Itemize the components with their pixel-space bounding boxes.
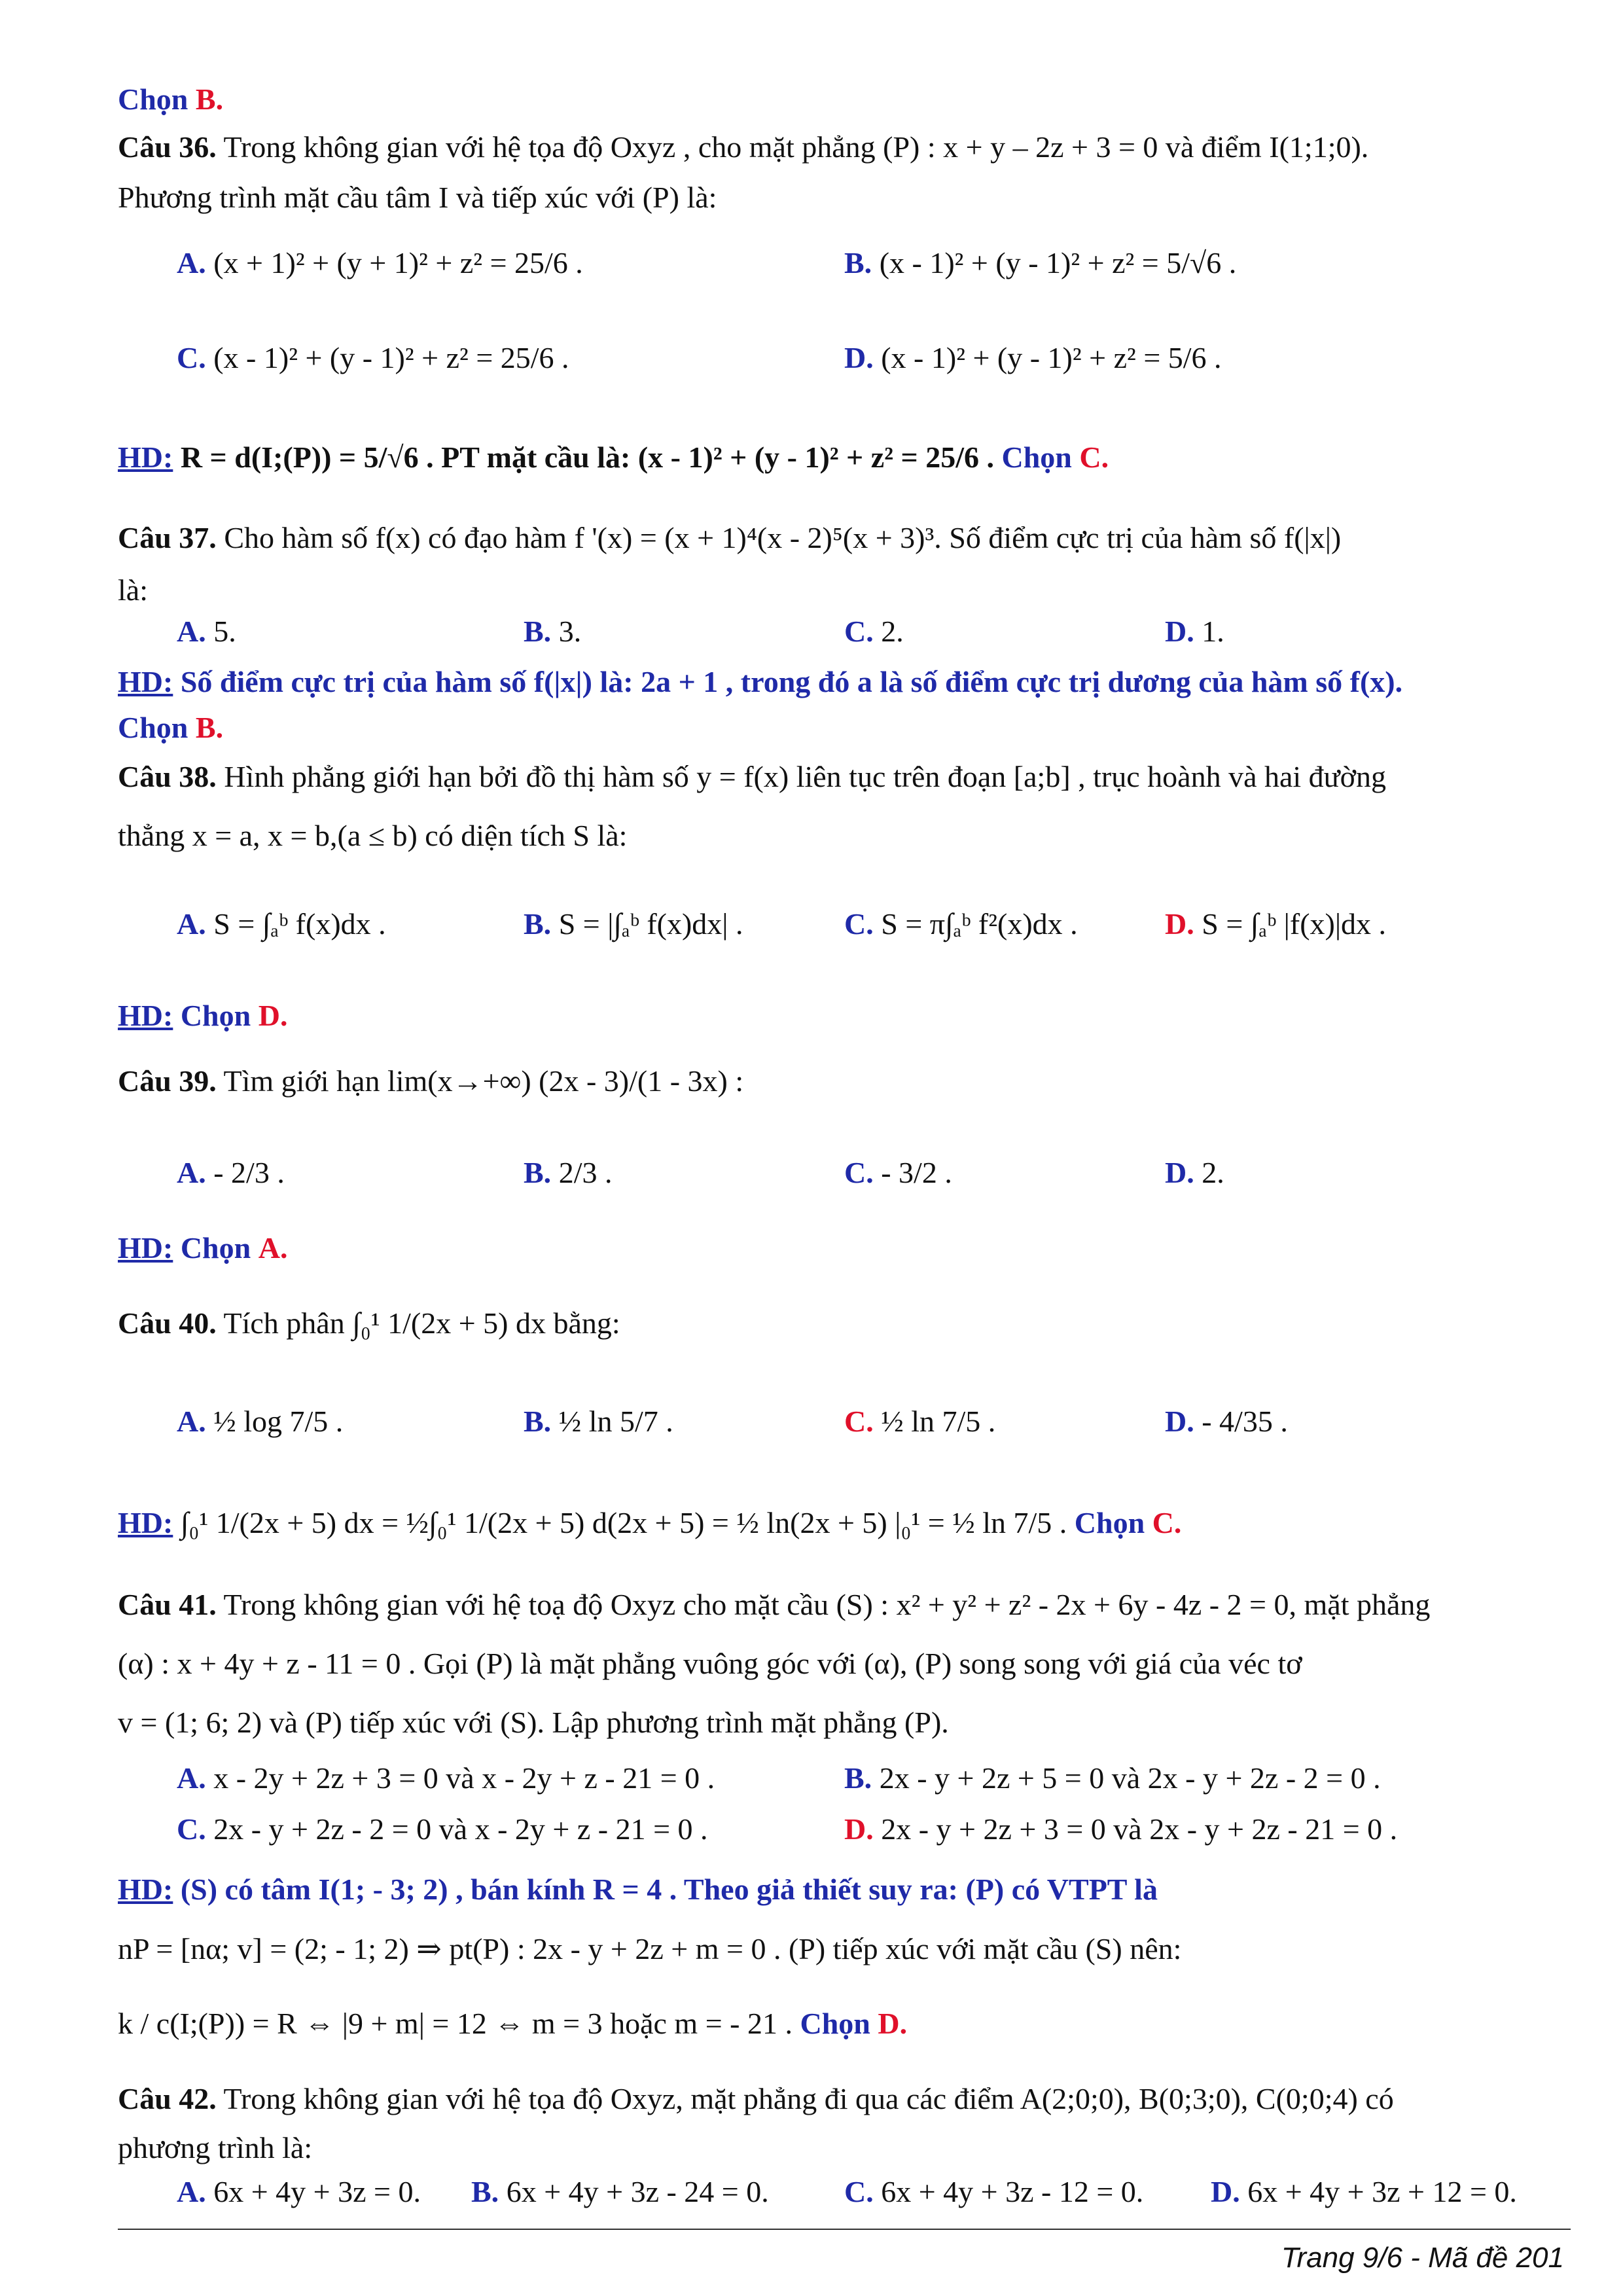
top-answer-label: Chọn bbox=[118, 82, 188, 116]
q39-number: Câu 39. bbox=[118, 1064, 217, 1098]
option-label: D. bbox=[844, 341, 874, 374]
option-label: B. bbox=[524, 1405, 552, 1438]
hd-choose: Chọn bbox=[180, 1231, 251, 1265]
q37-option-d bbox=[1165, 614, 1224, 649]
option-label: A. bbox=[177, 1156, 206, 1189]
q41-hd-text3: k / c(I;(P)) = R ⇔ |9 + m| = 12 ⇔ m = 3 hoặc m = - 21 . bbox=[118, 2007, 793, 2040]
q36-hd-text: R = d(I;(P)) = 5/√6 . PT mặt cầu là: (x - 1)² + (y - 1)² + z² = 25/6 . bbox=[180, 440, 994, 474]
q39-solution bbox=[118, 1230, 287, 1265]
option-text: (x - 1)² + (y - 1)² + z² = 5/6 . bbox=[881, 341, 1222, 374]
q39-option-c bbox=[844, 1155, 952, 1190]
q37-number: Câu 37. bbox=[118, 521, 217, 554]
option-label: A. bbox=[177, 1405, 206, 1438]
option-text: - 4/35 . bbox=[1202, 1405, 1288, 1438]
hd-choose: Chọn bbox=[1001, 440, 1072, 474]
option-text: ½ log 7/5 . bbox=[213, 1405, 344, 1438]
option-text: ½ ln 5/7 . bbox=[558, 1405, 673, 1438]
q40-stem bbox=[118, 1306, 620, 1340]
q42-option-a bbox=[177, 2174, 421, 2209]
q41-option-d bbox=[844, 1812, 1397, 1846]
footer-divider bbox=[118, 2229, 1571, 2230]
q41-stem-3: v = (1; 6; 2) và (P) tiếp xúc với (S). Lập phương trình mặt phẳng (P). bbox=[118, 1706, 949, 1739]
q36-option-c bbox=[177, 340, 569, 375]
q41-text: Trong không gian với hệ toạ độ Oxyz cho mặt cầu (S) : x² + y² + z² - 2x + 6y - 4z - 2 = 0, mặt phẳng bbox=[223, 1588, 1431, 1621]
option-label: D. bbox=[1165, 615, 1194, 648]
option-label: C. bbox=[844, 1405, 874, 1438]
q39-option-d bbox=[1165, 1155, 1224, 1190]
option-label: B. bbox=[524, 1156, 552, 1189]
q40-hd-text: ∫₀¹ 1/(2x + 5) dx = ½∫₀¹ 1/(2x + 5) d(2x + 5) = ½ ln(2x + 5) |₀¹ = ½ ln 7/5 . bbox=[180, 1506, 1067, 1539]
option-text: (x - 1)² + (y - 1)² + z² = 25/6 . bbox=[213, 341, 569, 374]
q41-solution-3 bbox=[118, 2006, 907, 2041]
option-text: S = ∫ₐᵇ f(x)dx . bbox=[213, 907, 386, 941]
q38-option-b bbox=[524, 906, 743, 941]
q38-text: Hình phẳng giới hạn bởi đồ thị hàm số y = f(x) liên tục trên đoạn [a;b] , trục hoành và hai đường bbox=[224, 760, 1386, 793]
option-text: 2x - y + 2z - 2 = 0 và x - 2y + z - 21 = 0 . bbox=[213, 1812, 708, 1846]
q40-option-c bbox=[844, 1404, 995, 1439]
option-label: A. bbox=[177, 246, 206, 279]
q42-option-b bbox=[471, 2174, 769, 2209]
q36-option-d bbox=[844, 340, 1222, 375]
option-label: D. bbox=[1165, 1156, 1194, 1189]
hd-label: HD: bbox=[118, 440, 173, 474]
hd-letter: C. bbox=[1152, 1506, 1182, 1539]
q42-text: Trong không gian với hệ tọa độ Oxyz, mặt phẳng đi qua các điểm A(2;0;0), B(0;3;0), C(0;0;4) có bbox=[223, 2082, 1394, 2115]
q36-option-a bbox=[177, 245, 583, 280]
q41-option-c bbox=[177, 1812, 708, 1846]
q37-stem-2: là: bbox=[118, 573, 148, 607]
option-text: 3. bbox=[558, 615, 582, 648]
hd-letter: A. bbox=[258, 1231, 288, 1265]
option-text: - 3/2 . bbox=[881, 1156, 952, 1189]
q38-stem bbox=[118, 759, 1386, 794]
q42-option-c bbox=[844, 2174, 1143, 2209]
q38-option-d bbox=[1165, 906, 1386, 941]
q38-number: Câu 38. bbox=[118, 760, 217, 793]
hd-letter: D. bbox=[878, 2007, 908, 2040]
q37-solution-answer bbox=[118, 710, 223, 745]
hd-choose: Chọn bbox=[118, 711, 188, 744]
option-text: 2x - y + 2z + 5 = 0 và 2x - y + 2z - 2 = 0 . bbox=[879, 1761, 1381, 1795]
hd-letter: C. bbox=[1079, 440, 1109, 474]
option-text: S = |∫ₐᵇ f(x)dx| . bbox=[558, 907, 743, 941]
hd-label: HD: bbox=[118, 999, 173, 1032]
q41-option-a bbox=[177, 1761, 715, 1795]
q41-number: Câu 41. bbox=[118, 1588, 217, 1621]
option-label: B. bbox=[524, 907, 552, 941]
option-label: D. bbox=[1211, 2175, 1240, 2208]
option-label: C. bbox=[844, 1156, 874, 1189]
q37-option-b bbox=[524, 614, 581, 649]
q37-stem bbox=[118, 520, 1341, 555]
q39-text: Tìm giới hạn lim(x→+∞) (2x - 3)/(1 - 3x) : bbox=[223, 1064, 744, 1098]
option-text: S = π∫ₐᵇ f²(x)dx . bbox=[881, 907, 1078, 941]
hd-letter: B. bbox=[195, 711, 224, 744]
q39-option-b bbox=[524, 1155, 612, 1190]
hd-choose: Chọn bbox=[180, 999, 251, 1032]
q38-option-a bbox=[177, 906, 386, 941]
option-text: 1. bbox=[1202, 615, 1224, 648]
q39-stem bbox=[118, 1064, 743, 1098]
q42-option-d bbox=[1211, 2174, 1517, 2209]
option-label: C. bbox=[844, 2175, 874, 2208]
q42-stem bbox=[118, 2081, 1394, 2116]
option-text: 6x + 4y + 3z + 12 = 0. bbox=[1247, 2175, 1517, 2208]
option-label: C. bbox=[844, 907, 874, 941]
option-text: 2. bbox=[1202, 1156, 1224, 1189]
option-text: - 2/3 . bbox=[213, 1156, 285, 1189]
option-label: B. bbox=[844, 246, 872, 279]
q36-option-b bbox=[844, 245, 1236, 280]
q38-solution bbox=[118, 998, 287, 1033]
q37-text: Cho hàm số f(x) có đạo hàm f '(x) = (x + 1)⁴(x - 2)⁵(x + 3)³. Số điểm cực trị của hàm số f(|x|) bbox=[224, 521, 1342, 554]
option-label: A. bbox=[177, 1761, 206, 1795]
hd-letter: D. bbox=[258, 999, 288, 1032]
q40-option-b bbox=[524, 1404, 673, 1439]
q41-stem bbox=[118, 1587, 1430, 1622]
top-answer bbox=[118, 82, 223, 117]
q37-solution bbox=[118, 664, 1402, 699]
hd-label: HD: bbox=[118, 1231, 173, 1265]
option-label: A. bbox=[177, 2175, 206, 2208]
option-label: C. bbox=[177, 341, 206, 374]
q40-number: Câu 40. bbox=[118, 1306, 217, 1340]
top-answer-letter: B. bbox=[195, 82, 224, 116]
option-label: B. bbox=[471, 2175, 499, 2208]
option-label: A. bbox=[177, 615, 206, 648]
q36-number: Câu 36. bbox=[118, 130, 217, 164]
q36-solution bbox=[118, 440, 1109, 475]
q40-option-a bbox=[177, 1404, 343, 1439]
option-text: (x - 1)² + (y - 1)² + z² = 5/√6 . bbox=[879, 246, 1237, 279]
q39-option-a bbox=[177, 1155, 285, 1190]
q40-option-d bbox=[1165, 1404, 1288, 1439]
q41-solution-2: nP = [nα; v] = (2; - 1; 2) ⇒ pt(P) : 2x - y + 2z + m = 0 . (P) tiếp xúc với mặt cầu (S) nên: bbox=[118, 1932, 1182, 1965]
hd-label: HD: bbox=[118, 1873, 173, 1906]
hd-label: HD: bbox=[118, 1506, 173, 1539]
option-text: 6x + 4y + 3z - 12 = 0. bbox=[881, 2175, 1144, 2208]
hd-choose: Chọn bbox=[1074, 1506, 1145, 1539]
option-text: 5. bbox=[213, 615, 236, 648]
option-text: (x + 1)² + (y + 1)² + z² = 25/6 . bbox=[213, 246, 583, 279]
q41-stem-2: (α) : x + 4y + z - 11 = 0 . Gọi (P) là mặt phẳng vuông góc với (α), (P) song song với giá của véc tơ bbox=[118, 1647, 1302, 1680]
q40-solution bbox=[118, 1505, 1181, 1540]
q36-stem bbox=[118, 130, 1368, 164]
q37-hd-text: Số điểm cực trị của hàm số f(|x|) là: 2a + 1 , trong đó a là số điểm cực trị dương của hàm số f(x). bbox=[180, 665, 1403, 698]
option-text: 6x + 4y + 3z = 0. bbox=[213, 2175, 421, 2208]
option-text: x - 2y + 2z + 3 = 0 và x - 2y + z - 21 = 0 . bbox=[213, 1761, 715, 1795]
q37-option-c bbox=[844, 614, 904, 649]
option-label: C. bbox=[177, 1812, 206, 1846]
q38-stem-2: thẳng x = a, x = b,(a ≤ b) có diện tích S là: bbox=[118, 819, 628, 852]
q42-number: Câu 42. bbox=[118, 2082, 217, 2115]
option-label: D. bbox=[1165, 907, 1194, 941]
q38-option-c bbox=[844, 906, 1078, 941]
option-text: 2x - y + 2z + 3 = 0 và 2x - y + 2z - 21 = 0 . bbox=[881, 1812, 1398, 1846]
option-label: B. bbox=[844, 1761, 872, 1795]
hd-label: HD: bbox=[118, 665, 173, 698]
q41-solution bbox=[118, 1872, 1158, 1907]
q41-hd-text: (S) có tâm I(1; - 3; 2) , bán kính R = 4 . Theo giả thiết suy ra: (P) có VTPT là bbox=[180, 1873, 1158, 1906]
q42-stem-2: phương trình là: bbox=[118, 2131, 313, 2164]
q40-text: Tích phân ∫₀¹ 1/(2x + 5) dx bằng: bbox=[223, 1306, 620, 1340]
option-label: B. bbox=[524, 615, 552, 648]
q41-option-b bbox=[844, 1761, 1381, 1795]
option-text: 6x + 4y + 3z - 24 = 0. bbox=[506, 2175, 769, 2208]
q36-text: Trong không gian với hệ tọa độ Oxyz , cho mặt phẳng (P) : x + y – 2z + 3 = 0 và điểm I(1;1;0). bbox=[223, 130, 1369, 164]
q36-stem-2: Phương trình mặt cầu tâm I và tiếp xúc với (P) là: bbox=[118, 181, 717, 214]
page-footer: Trang 9/6 - Mã đề 201 bbox=[1281, 2242, 1564, 2274]
option-label: A. bbox=[177, 907, 206, 941]
option-label: C. bbox=[844, 615, 874, 648]
option-text: 2/3 . bbox=[558, 1156, 613, 1189]
q37-option-a bbox=[177, 614, 236, 649]
option-label: D. bbox=[1165, 1405, 1194, 1438]
option-text: 2. bbox=[881, 615, 904, 648]
option-text: S = ∫ₐᵇ |f(x)|dx . bbox=[1202, 907, 1387, 941]
option-text: ½ ln 7/5 . bbox=[881, 1405, 996, 1438]
option-label: D. bbox=[844, 1812, 874, 1846]
hd-choose: Chọn bbox=[800, 2007, 870, 2040]
